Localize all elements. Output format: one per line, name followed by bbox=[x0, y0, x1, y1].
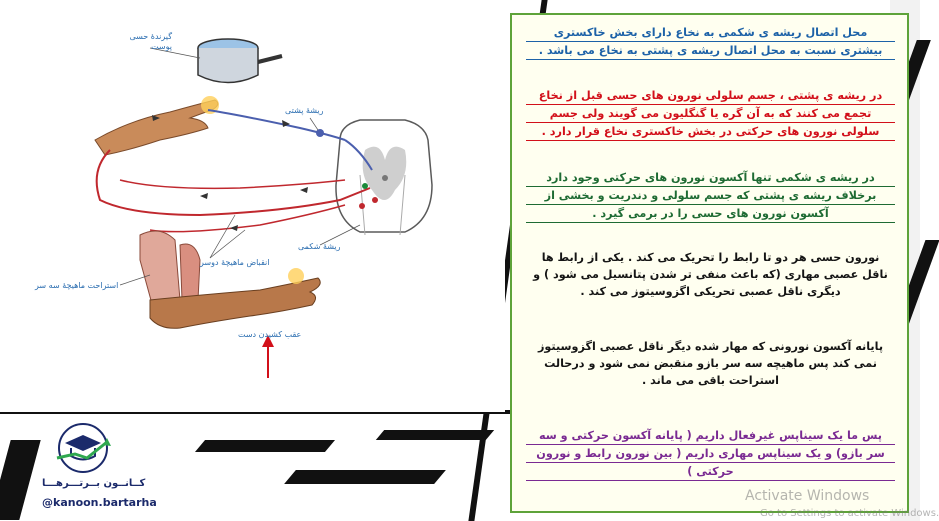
text-line: محل اتصال ریشه ی شکمی به نخاع دارای بخش خاکستری bbox=[526, 24, 895, 42]
paragraph-3 bbox=[526, 169, 895, 223]
text-line: دیگری ناقل عصبی تحریکی اگزوسیتوز می کند . bbox=[580, 285, 841, 298]
paragraph-4 bbox=[526, 249, 895, 300]
label-receptor: گیرندهٔ حسی پوست bbox=[129, 32, 172, 51]
reflex-arc-illustration bbox=[0, 0, 505, 412]
text-line: پس ما یک سیناپس غیرفعال داریم ( پایانه آکسون حرکتی و سه bbox=[526, 427, 895, 445]
text-line: استراحت باقی می ماند . bbox=[641, 374, 779, 387]
text-line: نمی کند پس ماهیچه سه سر بازو منقبض نمی شود و درحالت bbox=[544, 357, 877, 370]
paragraph-5 bbox=[526, 338, 895, 389]
activate-windows-watermark: Activate Windows bbox=[745, 488, 870, 504]
text-line: پایانه آکسون نورونی که مهار شده دیگر ناقل عصبی اگزوسیتوز bbox=[537, 340, 884, 353]
paragraph-1 bbox=[526, 24, 895, 60]
paragraph-6 bbox=[526, 427, 895, 481]
reflex-arc-figure bbox=[0, 0, 505, 412]
label-ventral-root: ریشهٔ شکمی bbox=[298, 242, 341, 251]
label-withdraw-hand: عقب کشیدن دست bbox=[238, 330, 302, 339]
text-line: سلولی نورون های حرکتی در بخش خاکستری نخاع قرار دارد . bbox=[526, 123, 895, 141]
text-line: نورون حسی هر دو تا رابط را تحریک می کند . یکی از رابط ها bbox=[541, 251, 880, 264]
activate-windows-subtext: Go to Settings to activate Windows. bbox=[760, 508, 939, 519]
text-line: سر بازو) و یک سیناپس مهاری داریم ( بین نورون رابط و نورون bbox=[526, 445, 895, 463]
text-line: حرکتی ) bbox=[526, 463, 895, 481]
text-line: در ریشه ی پشتی ، جسم سلولی نورون های حسی قبل از نخاع bbox=[526, 87, 895, 105]
logo-name: کــانــون بــرتـــرهـــا bbox=[42, 478, 146, 489]
text-line: آکسون نورون های حسی را در برمی گیرد . bbox=[526, 205, 895, 223]
text-line: برخلاف ریشه ی پشتی که جسم سلولی و دندریت و بخشی از bbox=[526, 187, 895, 205]
logo-icon bbox=[35, 418, 135, 478]
label-triceps-relax: استراحت ماهیچهٔ سه سر bbox=[35, 281, 119, 290]
logo-handle: @kanoon.bartarha bbox=[42, 496, 157, 509]
explanation-panel bbox=[510, 13, 909, 513]
paragraph-2 bbox=[526, 87, 895, 141]
label-biceps-contract: انقباض ماهیچهٔ دوسر bbox=[200, 258, 270, 267]
text-line: در ریشه ی شکمی تنها آکسون نورون های حرکتی وجود دارد bbox=[526, 169, 895, 187]
text-line: ناقل عصبی مهاری (که باعث منفی تر شدن پتانسیل می شود ) و bbox=[533, 268, 888, 281]
text-line: بیشتری نسبت به محل اتصال ریشه ی پشتی به نخاع می باشد . bbox=[526, 42, 895, 60]
label-dorsal-root: ریشهٔ پشتی bbox=[285, 106, 324, 115]
text-line: تجمع می کنند که به آن گره یا گنگلیون می گویند ولی جسم bbox=[526, 105, 895, 123]
